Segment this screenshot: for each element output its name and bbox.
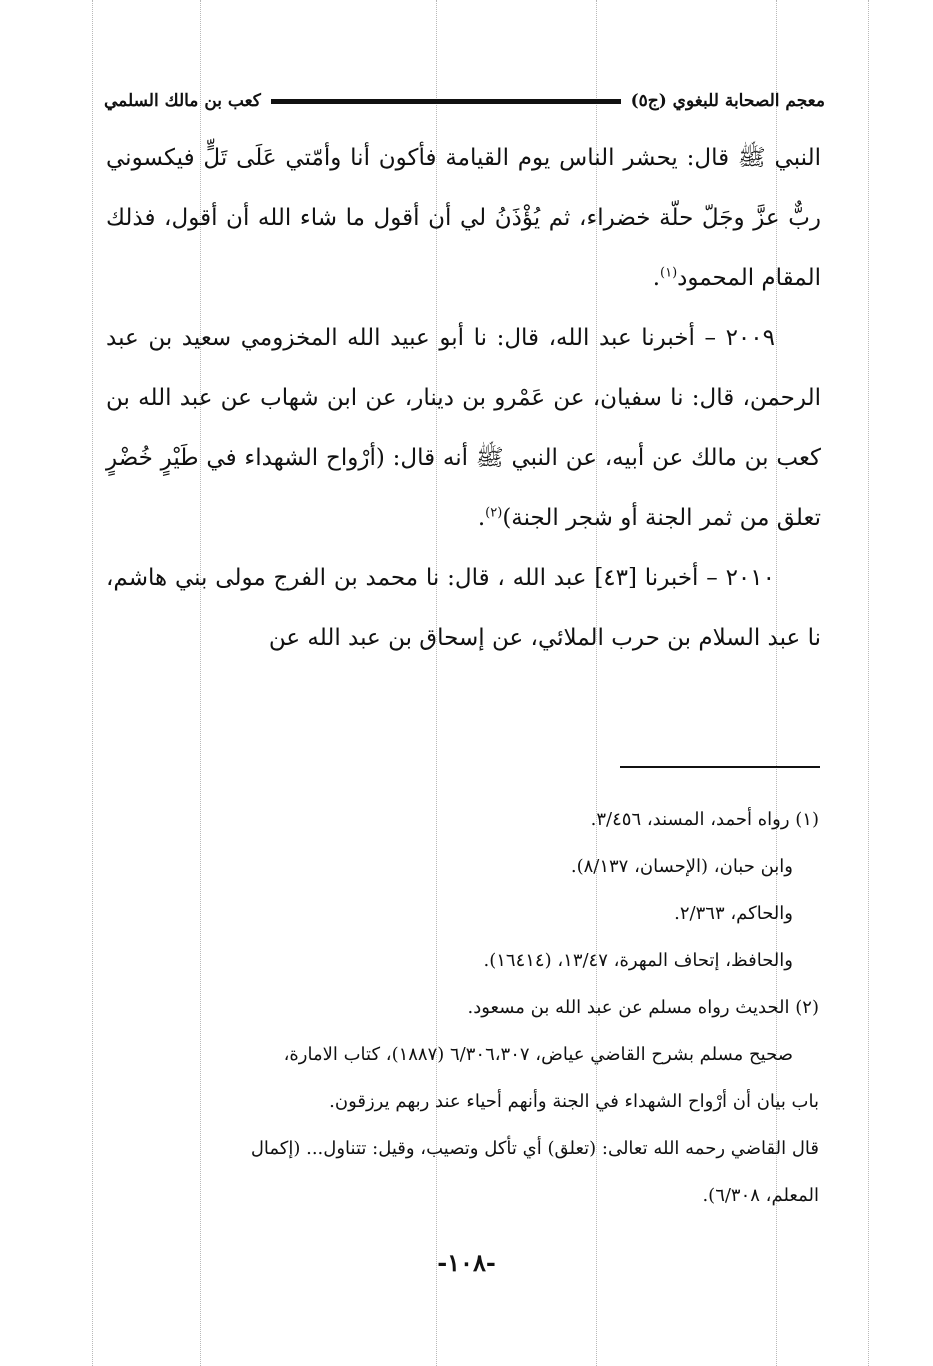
footnote-line: (١) رواه أحمد، المسند، ٣/٤٥٦. [590, 809, 819, 830]
scan-artifact-line [92, 0, 93, 1366]
footnote-ref: (١) [660, 265, 678, 281]
page-number: -١٠٨- [437, 1248, 496, 1277]
footnote-line: المعلم، ٦/٣٠٨). [702, 1185, 819, 1206]
header-rule [271, 99, 621, 104]
entry-number: ٢٠٠٩ [725, 325, 775, 351]
paragraph-text: النبي ﷺ قال: يحشر الناس يوم القيامة فأكون أنا وأمّتي عَلَى تَلٍّ فيكسوني ربٌّ عزَّ وجَلّ حلّة خضراء، ثم يُؤْذَنُ لي أن أقول ما شاء الله أن أقول، فذلك المقام المحمود [106, 145, 821, 291]
scan-artifact-line [868, 0, 869, 1366]
footnote-line: والحاكم، ٢/٣٦٣. [674, 903, 793, 924]
footnote-line: وابن حبان، (الإحسان، ٨/١٣٧). [570, 856, 793, 877]
footnote-line: (٢) الحديث رواه مسلم عن عبد الله بن مسعود. [467, 997, 819, 1018]
entry-text: – أخبرنا عبد الله، قال: نا أبو عبيد الله المخزومي سعيد بن عبد الرحمن، قال: نا سفيان، عن عَمْرو بن دينار، عن ابن شهاب عن عبد الله بن كعب بن مالك عن أبيه، عن النبي ﷺ أنه قال: (أرْواح الشهداء في طَيْرٍ خُضْرٍ تعلق من ثمر الجنة أو شجر الجنة) [106, 325, 821, 531]
header-section-title: كعب بن مالك السلمي [104, 91, 261, 111]
hadith-entry [106, 548, 821, 668]
footnote-separator [620, 766, 820, 768]
footnote-line: قال القاضي رحمه الله تعالى: (تعلق) أي تأكل وتصيب، وقيل: تتناول... (إكمال [250, 1138, 819, 1159]
header-book-title: معجم الصحابة للبغوي (ج٥) [630, 91, 825, 111]
paragraph-continuation: النبي ﷺ قال: يحشر الناس يوم القيامة فأكون أنا وأمّتي عَلَى تَلٍّ فيكسوني ربٌّ عزَّ وجَلّ حلّة خضراء، ثم يُؤْذَنُ لي أن أقول ما شاء الله أن أقول، فذلك المقام المحمود$^{(١)}$. [106, 145, 821, 291]
footnote-line: والحافظ، إتحاف المهرة، ١٣/٤٧، (١٦٤١٤). [483, 950, 793, 971]
entry-text: – أخبرنا [٤٣] عبد الله ، قال: نا محمد بن الفرج مولى بني هاشم، نا عبد السلام بن حرب الملائي، عن إسحاق بن عبد الله عن [106, 565, 821, 651]
entry-number: ٢٠١٠ [725, 565, 775, 591]
hadith-entry: ٢٠٠٩ – أخبرنا عبد الله، قال: نا أبو عبيد الله المخزومي سعيد بن عبد الرحمن، قال: نا سفيان، عن عَمْرو بن دينار، عن ابن شهاب عن عبد الله بن كعب بن مالك عن أبيه، عن النبي ﷺ أنه قال: (أرْواح الشهداء في طَيْرٍ خُضْرٍ تعلق من ثمر الجنة أو شجر الجنة)$^{(٢)}$. [106, 325, 821, 531]
running-header [104, 84, 825, 118]
footnotes [104, 796, 819, 1219]
footnote-ref: (٢) [485, 505, 503, 521]
footnote-line: صحيح مسلم بشرح القاضي عياض، ٦/٣٠٦،٣٠٧ (١٨٨٧)، كتاب الامارة، [283, 1044, 793, 1065]
main-text [106, 128, 821, 668]
footnote-line: باب بيان أن أرْواح الشهداء في الجنة وأنهم أحياء عند ربهم يرزقون. [329, 1091, 819, 1112]
